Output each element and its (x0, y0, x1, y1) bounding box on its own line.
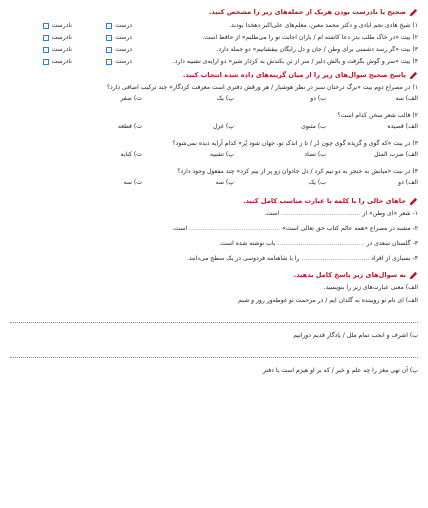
section-title-text: پاسخ صحیح سوال‌های زیر را از میان گزینه‌های داده شده انتخاب کنید. (182, 71, 406, 80)
true-checkbox[interactable] (106, 23, 112, 29)
fill-blank[interactable]: ................................... (301, 255, 370, 263)
fill-blank[interactable]: ............................................. (277, 240, 365, 248)
mc-choice[interactable]: الف) دو (398, 179, 418, 187)
mc-choices (10, 179, 418, 188)
mc-question: ۴) در بیت «میانش به خنجر به دو نیم کرد / دل جادوان زو پر از بیم کرد» چند مفعول وجود دارد؟ (177, 168, 418, 176)
fill-item (10, 255, 418, 265)
false-checkbox[interactable] (43, 59, 49, 65)
mc-choice[interactable]: ت) قطعه (117, 123, 142, 131)
true-option[interactable] (72, 58, 132, 66)
section-title-text: صحیح یا نادرست بودن هریک از جمله‌های زیر را مشخص کنید. (208, 7, 406, 16)
fill-after: را با شاهنامه فردوسی در یک سطح می‌دانند. (186, 255, 300, 263)
tf-item (10, 57, 418, 67)
tf-statement: ۲) بیت «در خاک طلب بدر دعا کاشته ام / باران اجابت تو را می‌طلبم» از حافظ است. (202, 34, 418, 42)
tf-statement: ۳) بیت «گر رسد دشمنی برای وطن / جان و دل رایگان بیفشانیم» دو جمله دارد. (216, 46, 418, 54)
mc-choice[interactable]: ب) یک (308, 179, 326, 187)
fill-item (10, 210, 418, 220)
true-label: درست (115, 22, 132, 30)
true-checkbox[interactable] (106, 47, 112, 53)
false-option[interactable] (12, 22, 72, 30)
tf-statement: ۱) شیخ هادی نجم آبادی و دکتر محمد معین، معلم‌های علی‌اکبر دهخدا بودند. (229, 22, 418, 30)
pen-icon (409, 71, 418, 80)
tf-item (10, 45, 418, 55)
fill-item (10, 225, 418, 235)
true-option[interactable] (72, 22, 132, 30)
full-item: الف) ای نام تو رویینده به گلدان ایم / در مرحمت تو غوطه‌ور روز و شبم (238, 297, 418, 305)
mc-choice[interactable]: پ) سه (215, 179, 234, 187)
section-title-true-false (10, 7, 418, 17)
true-label: درست (115, 34, 132, 42)
fill-blank[interactable]: ......................................... (281, 210, 361, 218)
true-checkbox[interactable] (106, 35, 112, 41)
pen-icon (409, 271, 418, 280)
false-option[interactable] (12, 58, 72, 66)
pen-icon (409, 8, 418, 17)
fill-before: ۴- بسیاری از افراد (371, 255, 418, 263)
fill-before: ۱- شعر «ای وطن» از (362, 210, 418, 218)
pen-icon (409, 197, 418, 206)
mc-question: ۲) قالب شعر سخن کدام است؟ (337, 112, 418, 120)
fill-blank[interactable]: ............................................... (189, 225, 281, 233)
mc-choice[interactable]: پ) یک (216, 95, 234, 103)
mc-choice[interactable]: ت) صفر (120, 95, 142, 103)
mc-choice[interactable]: پ) تشبیه (209, 151, 234, 159)
mc-choice[interactable]: ب) دو (310, 95, 326, 103)
mc-choices (10, 123, 418, 132)
section-title-text: جاهای خالی را با کلمه یا عبارت مناسب کامل کنید. (243, 197, 406, 206)
false-label: نادرست (51, 58, 72, 66)
false-option[interactable] (12, 46, 72, 54)
mc-choice[interactable]: پ) غزل (212, 123, 234, 131)
true-checkbox[interactable] (106, 59, 112, 65)
true-label: درست (115, 46, 132, 54)
mc-question: ۱) در مصراع دوم بیت «برگ درختان سبز در نظر هوشیار / هر ورقش دفتری است معرفت کردگار» چند ترکیب اضافی دارد؟ (106, 84, 418, 92)
false-option[interactable] (12, 34, 72, 42)
mc-choice[interactable]: الف) سه (395, 95, 418, 103)
false-checkbox[interactable] (43, 47, 49, 53)
answer-line[interactable] (10, 310, 418, 323)
fill-after: باب نوشته شده است. (219, 240, 276, 248)
fill-item (10, 240, 418, 250)
mc-choice[interactable]: الف) قصیده (387, 123, 418, 131)
fill-before: ۲- مشبه در مصراع «همه عالم کتاب حق تعالی است» (282, 225, 418, 233)
false-checkbox[interactable] (43, 35, 49, 41)
mc-choice[interactable]: الف) ضرب المثل (374, 151, 418, 159)
tf-item (10, 33, 418, 43)
mc-choice[interactable]: ب) مثنوی (301, 123, 326, 131)
mc-choices (10, 95, 418, 104)
fill-after: است. (172, 225, 188, 233)
false-label: نادرست (51, 34, 72, 42)
false-label: نادرست (51, 22, 72, 30)
mc-question: ۳) در بیت «که گوی و گزیده گوی چون دُر / تا ز اندک تو، جهان شود پُر» کدام آرایه دیده نمی‌شود؟ (172, 140, 418, 148)
full-item: پ) آن تهی مغز را چه علم و خبر / که بر او هیزم است یا دفتر (263, 367, 418, 375)
false-checkbox[interactable] (43, 23, 49, 29)
section-title-full-answer (10, 270, 418, 280)
section-title-multiple-choice (10, 70, 418, 80)
full-intro: الف) معنی عبارت‌های زیر را بنویسید. (323, 284, 418, 292)
mc-choice[interactable]: ت) سه (123, 179, 142, 187)
false-label: نادرست (51, 46, 72, 54)
true-label: درست (115, 58, 132, 66)
mc-choice[interactable]: ت) کنایه (120, 151, 142, 159)
answer-line[interactable] (10, 345, 418, 358)
section-title-fill-blanks (10, 196, 418, 206)
full-item: ب) اشرف و انجب تمام ملل / یادگار قدیم دورانیم (293, 332, 418, 340)
tf-statement: ۴) بیت «سر و گوش بگرفت و یالش دلیر / سر از تن بکندش به کردار شیر» دو آرایه‌ی تشبیه دارد. (172, 58, 418, 66)
fill-before: ۳- گلستان سعدی در (366, 240, 418, 248)
true-option[interactable] (72, 46, 132, 54)
mc-choice[interactable]: ب) تضاد (304, 151, 326, 159)
tf-item (10, 21, 418, 31)
fill-after: است. (264, 210, 280, 218)
mc-choices (10, 151, 418, 160)
true-option[interactable] (72, 34, 132, 42)
section-title-text: به سوال‌های زیر پاسخ کامل بدهید. (293, 271, 406, 280)
